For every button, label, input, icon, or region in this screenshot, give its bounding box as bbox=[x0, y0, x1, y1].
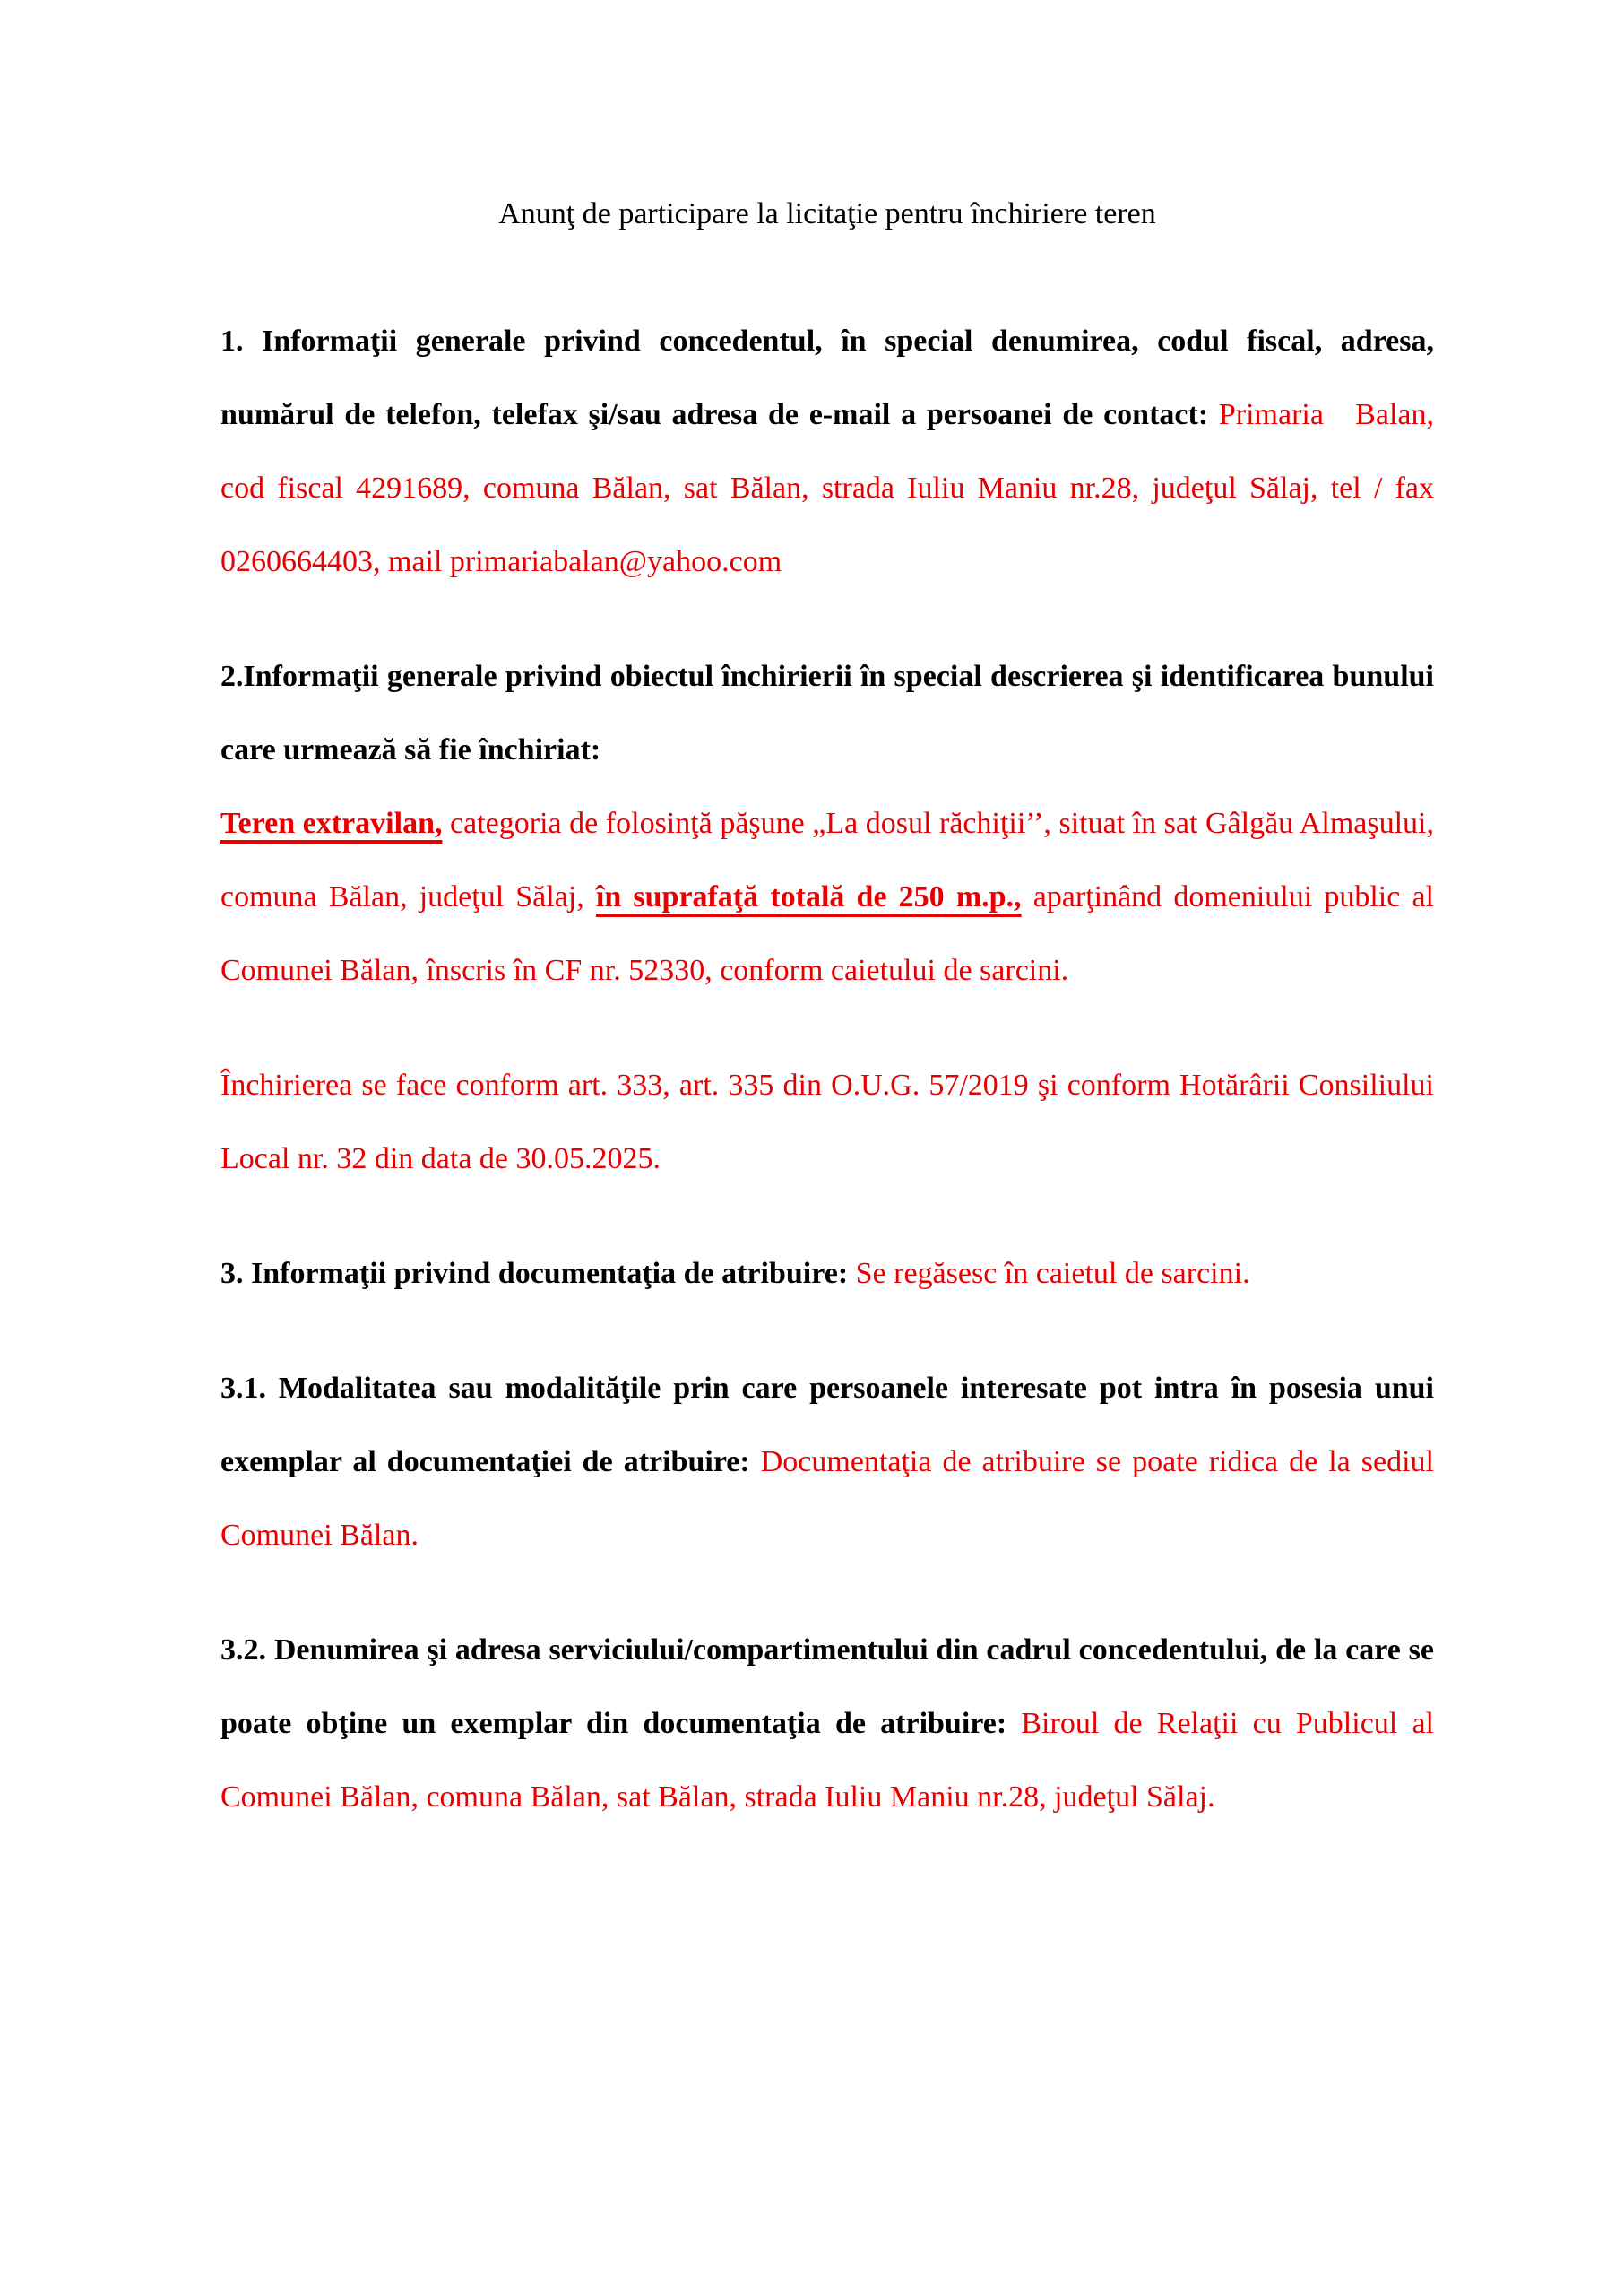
section2-body2-text: aparţinând domeniului public al Comunei Bălan, înscris în CF nr. 52330, conform caietului de sarcini. bbox=[220, 880, 1442, 987]
section1-value-text: Primaria Balan, cod fiscal 4291689, comuna Bălan, sat Bălan, strada Iuliu Maniu nr.28, judeţul Sălaj, tel / fax 0260664403, mail primariabalan@yahoo.com bbox=[220, 398, 1442, 578]
document-title: Anunţ de participare la licitaţie pentru închiriere teren bbox=[498, 197, 1156, 230]
paragraph-section3 bbox=[220, 1237, 1434, 1311]
paragraph-section2-body bbox=[220, 787, 1442, 1008]
paragraph-section3-1 bbox=[220, 1352, 1442, 1572]
paragraph-section3-2 bbox=[220, 1614, 1442, 1834]
section2-heading-text: 2.Informaţii generale privind obiectul închirierii în special descrierea şi identificarea bunului care urmează să fie închiriat: bbox=[220, 660, 1442, 766]
section2-emphasis1-text: Teren extravilan, bbox=[220, 807, 443, 840]
section1-heading-text: 1. Informaţii generale privind concedentul, în special denumirea, codul fiscal, adresa, numărul de telefon, telefax şi/sau adresa de e-mail a persoanei de contact: bbox=[220, 325, 1442, 431]
section3-1-value-text: Documentaţia de atribuire se poate ridica de la sediul Comunei Bălan. bbox=[220, 1445, 1442, 1552]
section3-1-heading-text: 3.1. Modalitatea sau modalităţile prin care persoanele interesate pot intra în posesia unui exemplar al documentaţiei de atribuire: bbox=[220, 1372, 1442, 1478]
section2-emphasis2-text: în suprafaţă totală de 250 m.p., bbox=[595, 880, 1022, 914]
paragraph-section1 bbox=[220, 305, 1442, 599]
paragraph-legal-basis bbox=[220, 1049, 1442, 1196]
section3-2-heading-text: 3.2. Denumirea şi adresa serviciului/compartimentului din cadrul concedentului, de la care se poate obţine un exemplar din documentaţia de atribuire: bbox=[220, 1633, 1442, 1740]
section3-value-text: Se regăsesc în caietul de sarcini. bbox=[848, 1257, 1250, 1290]
section2-body1-text: categoria de folosinţă păşune „La dosul răchiţii’’, situat în sat Gâlgău Almaşului, comuna Bălan, judeţul Sălaj, bbox=[220, 807, 1442, 914]
legal-basis-text: Închirierea se face conform art. 333, art. 335 din O.U.G. 57/2019 şi conform Hotărârii Consiliului Local nr. 32 din data de 30.05.2025. bbox=[220, 1069, 1442, 1175]
paragraph-section2-heading bbox=[220, 640, 1442, 787]
section3-2-value-text: Biroul de Relaţii cu Publicul al Comunei Bălan, comuna Bălan, sat Bălan, strada Iuliu Maniu nr.28, judeţul Sălaj. bbox=[220, 1707, 1442, 1814]
section3-heading-text: 3. Informaţii privind documentaţia de atribuire: bbox=[220, 1257, 849, 1290]
